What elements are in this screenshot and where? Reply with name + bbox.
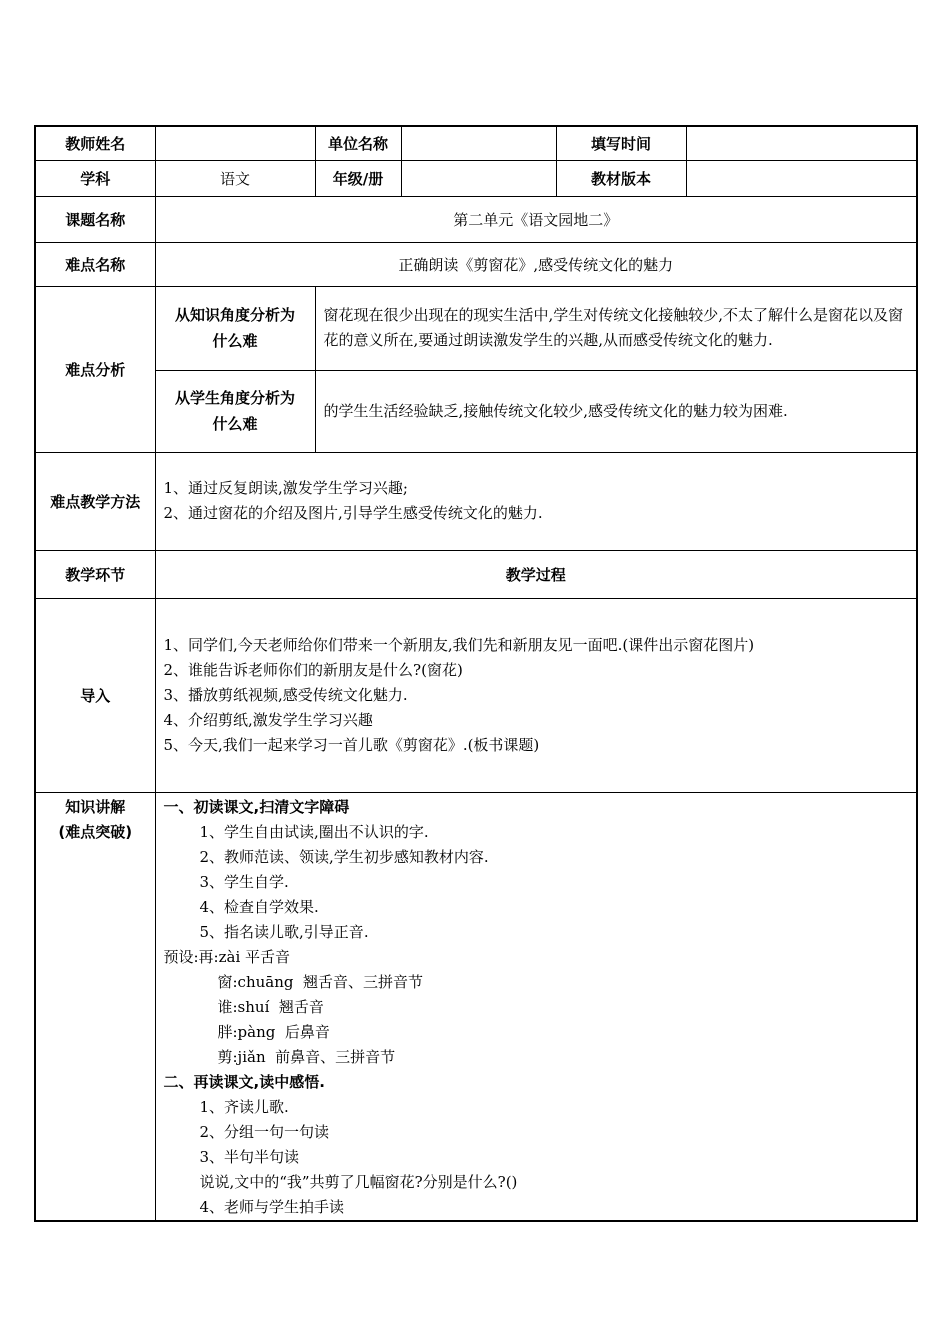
textbook-value	[686, 160, 917, 196]
step-item: 1、学生自由试读,圈出不认识的字.	[199, 822, 429, 841]
teacher-label: 教师姓名	[35, 126, 155, 160]
preset-item: 胖:pàng 后鼻音	[217, 1022, 330, 1041]
intro-line: 5、今天,我们一起来学习一首儿歌《剪窗花》.(板书课题)	[163, 735, 540, 754]
knowledge-label-line2: (难点突破)	[58, 822, 133, 841]
topic-label: 课题名称	[35, 196, 155, 242]
section-heading-1: 一、初读课文,扫清文字障碍	[163, 797, 350, 816]
difficulty-label: 难点名称	[35, 242, 155, 286]
step-item: 说说,文中的“我”共剪了几幅窗花?分别是什么?()	[199, 1172, 518, 1191]
analysis-label: 难点分析	[35, 286, 155, 452]
header-row-2	[35, 160, 917, 196]
knowledge-label-line1: 知识讲解	[65, 797, 126, 816]
step-item: 2、分组一句一句读	[199, 1122, 330, 1141]
header-row-1	[35, 126, 917, 160]
step-item: 1、齐读儿歌.	[199, 1097, 289, 1116]
section-heading-2: 二、再读课文,读中感悟.	[163, 1072, 325, 1091]
grade-label: 年级/册	[315, 160, 401, 196]
step-item: 4、老师与学生拍手读	[199, 1197, 345, 1216]
grade-value	[401, 160, 556, 196]
intro-label: 导入	[35, 598, 155, 792]
process-header: 教学过程	[155, 550, 917, 598]
knowledge-label	[35, 792, 155, 1221]
intro-line: 1、同学们,今天老师给你们带来一个新朋友,我们先和新朋友见一面吧.(课件出示窗花图片)	[163, 635, 755, 654]
teacher-value	[155, 126, 315, 160]
unit-label: 单位名称	[315, 126, 401, 160]
process-header-row	[35, 550, 917, 598]
lesson-plan-table	[34, 125, 918, 1222]
topic-row	[35, 196, 917, 242]
step-item: 2、教师范读、领读,学生初步感知教材内容.	[199, 847, 489, 866]
analysis-row-knowledge	[35, 286, 917, 370]
method-label: 难点教学方法	[35, 452, 155, 550]
method-line: 2、通过窗花的介绍及图片,引导学生感受传统文化的魅力.	[163, 504, 543, 522]
step-item: 3、学生自学.	[199, 872, 289, 891]
knowledge-content	[155, 792, 917, 1221]
topic-value: 第二单元《语文园地二》	[155, 196, 917, 242]
step-item: 5、指名读儿歌,引导正音.	[199, 922, 369, 941]
student-angle-text: 的学生生活经验缺乏,接触传统文化较少,感受传统文化的魅力较为困难.	[315, 370, 917, 452]
intro-row	[35, 598, 917, 792]
difficulty-row	[35, 242, 917, 286]
student-angle-label: 从学生角度分析为什么难	[155, 370, 315, 452]
preset-line: 预设:再:zài 平舌音	[163, 947, 291, 966]
lesson-plan-sheet	[34, 125, 916, 1222]
time-label: 填写时间	[556, 126, 686, 160]
intro-line: 4、介绍剪纸,激发学生学习兴趣	[163, 710, 373, 729]
method-content	[155, 452, 917, 550]
knowledge-angle-text: 窗花现在很少出现在的现实生活中,学生对传统文化接触较少,不太了解什么是窗花以及窗花的意义所在,要通过朗读激发学生的兴趣,从而感受传统文化的魅力.	[315, 286, 917, 370]
time-value	[686, 126, 917, 160]
step-item: 4、检查自学效果.	[199, 897, 319, 916]
preset-item: 剪:jiǎn 前鼻音、三拼音节	[217, 1047, 396, 1066]
knowledge-row	[35, 792, 917, 1221]
difficulty-value: 正确朗读《剪窗花》,感受传统文化的魅力	[155, 242, 917, 286]
intro-content	[155, 598, 917, 792]
intro-line: 3、播放剪纸视频,感受传统文化魅力.	[163, 685, 408, 704]
analysis-row-student	[35, 370, 917, 452]
preset-item: 谁:shuí 翘舌音	[217, 997, 324, 1016]
method-line: 1、通过反复朗读,激发学生学习兴趣;	[163, 479, 408, 497]
subject-value: 语文	[155, 160, 315, 196]
preset-item: 窗:chuāng 翘舌音、三拼音节	[217, 972, 424, 991]
method-row	[35, 452, 917, 550]
intro-line: 2、谁能告诉老师你们的新朋友是什么?(窗花)	[163, 660, 463, 679]
textbook-label: 教材版本	[556, 160, 686, 196]
unit-value	[401, 126, 556, 160]
subject-label: 学科	[35, 160, 155, 196]
step-item: 3、半句半句读	[199, 1147, 300, 1166]
stage-header: 教学环节	[35, 550, 155, 598]
knowledge-angle-label: 从知识角度分析为什么难	[155, 286, 315, 370]
